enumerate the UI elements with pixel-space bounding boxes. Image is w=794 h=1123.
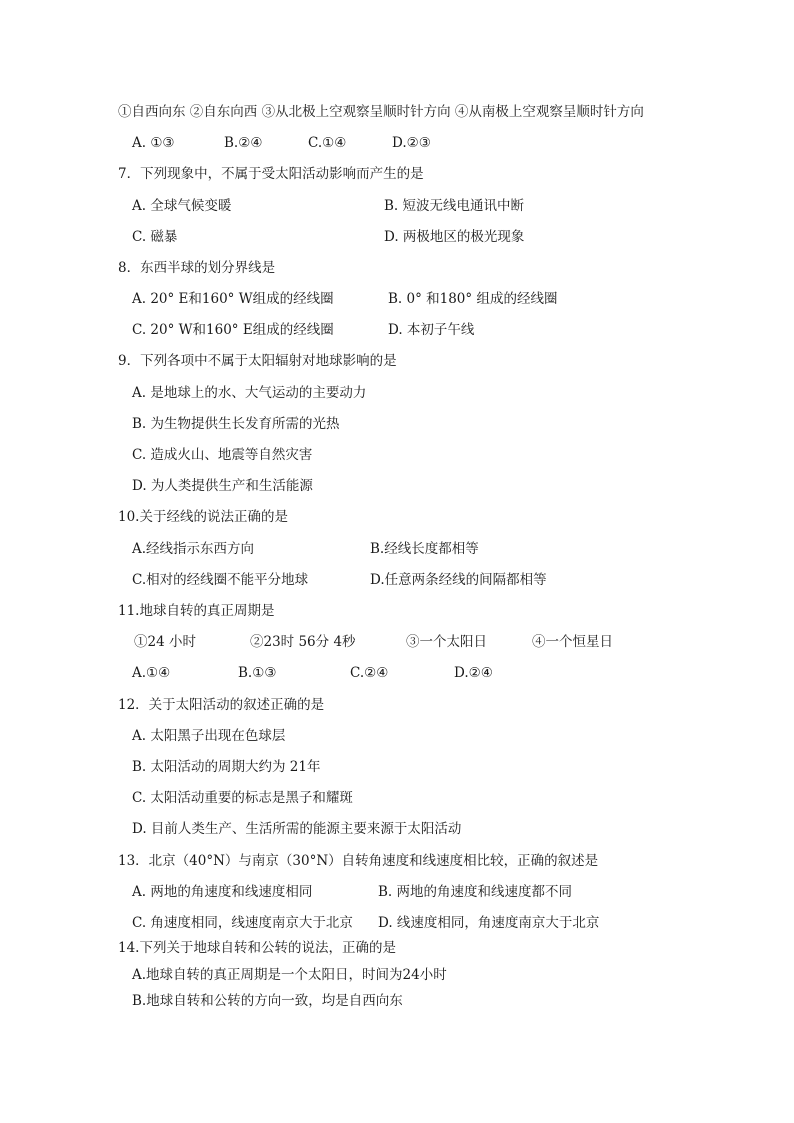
q11-statement-4: ④一个恒星日 (532, 634, 613, 650)
q10-option-b: B.经线长度都相等 (370, 541, 479, 557)
question-14-stem: 14.下列关于地球自转和公转的说法，正确的是 (118, 940, 396, 956)
q11-option-d: D.②④ (454, 665, 493, 681)
q13-option-c: C. 角速度相同，线速度南京大于北京 (132, 915, 353, 931)
q9-option-c: C. 造成火山、地震等自然灾害 (132, 447, 313, 463)
q8-option-d: D. 本初子午线 (388, 322, 475, 338)
q11-option-a: A.①④ (132, 665, 171, 681)
question-10-stem: 10.关于经线的说法正确的是 (118, 509, 288, 525)
question-8-stem: 8．东西半球的划分界线是 (118, 260, 276, 276)
statements-line: ①自西向东 ②自东向西 ③从北极上空观察呈顺时针方向 ④从南极上空观察呈顺时针方向 (118, 104, 644, 120)
question-7-stem: 7．下列现象中，不属于受太阳活动影响而产生的是 (118, 166, 424, 182)
q11-option-b: B.①③ (238, 665, 277, 681)
q11-statement-2: ②23时 56分 4秒 (250, 634, 356, 650)
q14-option-b: B.地球自转和公转的方向一致，均是自西向东 (132, 993, 403, 1009)
q8-option-c: C. 20° W和160° E组成的经线圈 (132, 322, 334, 338)
q8-option-b: B. 0° 和180° 组成的经线圈 (388, 291, 558, 307)
q9-option-d: D. 为人类提供生产和生活能源 (132, 478, 313, 494)
q7-option-a: A. 全球气候变暖 (132, 198, 232, 214)
question-11-stem: 11.地球自转的真正周期是 (118, 603, 275, 619)
q12-option-d: D. 目前人类生产、生活所需的能源主要来源于太阳活动 (132, 821, 462, 837)
q7-option-b: B. 短波无线电通讯中断 (384, 198, 525, 214)
option-c: C.①④ (308, 135, 347, 151)
q12-option-b: B. 太阳活动的周期大约为 21年 (132, 759, 321, 775)
q8-option-a: A. 20° E和160° W组成的经线圈 (132, 291, 334, 307)
question-12-stem: 12．关于太阳活动的叙述正确的是 (118, 697, 325, 713)
q11-statement-1: ①24 小时 (134, 634, 196, 650)
option-d: D.②③ (392, 135, 431, 151)
q10-option-a: A.经线指示东西方向 (132, 541, 255, 557)
q11-option-c: C.②④ (350, 665, 389, 681)
question-13-stem: 13．北京（40°N）与南京（30°N）自转角速度和线速度相比较，正确的叙述是 (118, 853, 599, 869)
q13-option-b: B. 两地的角速度和线速度都不同 (378, 884, 573, 900)
q9-option-a: A. 是地球上的水、大气运动的主要动力 (132, 385, 367, 401)
q14-option-a: A.地球自转的真正周期是一个太阳日，时间为24小时 (132, 967, 447, 983)
option-b: B.②④ (224, 135, 263, 151)
q10-option-d: D.任意两条经线的间隔都相等 (370, 572, 547, 588)
q11-statement-3: ③一个太阳日 (406, 634, 487, 650)
q7-option-d: D. 两极地区的极光现象 (384, 229, 525, 245)
question-9-stem: 9．下列各项中不属于太阳辐射对地球影响的是 (118, 353, 397, 369)
q10-option-c: C.相对的经线圈不能平分地球 (132, 572, 309, 588)
q13-option-a: A. 两地的角速度和线速度相同 (132, 884, 313, 900)
q7-option-c: C. 磁暴 (132, 229, 178, 245)
option-a: A. ①③ (132, 135, 175, 151)
q12-option-c: C. 太阳活动重要的标志是黑子和耀斑 (132, 790, 353, 806)
q12-option-a: A. 太阳黑子出现在色球层 (132, 728, 286, 744)
q9-option-b: B. 为生物提供生长发育所需的光热 (132, 416, 340, 432)
q13-option-d: D. 线速度相同，角速度南京大于北京 (378, 915, 600, 931)
